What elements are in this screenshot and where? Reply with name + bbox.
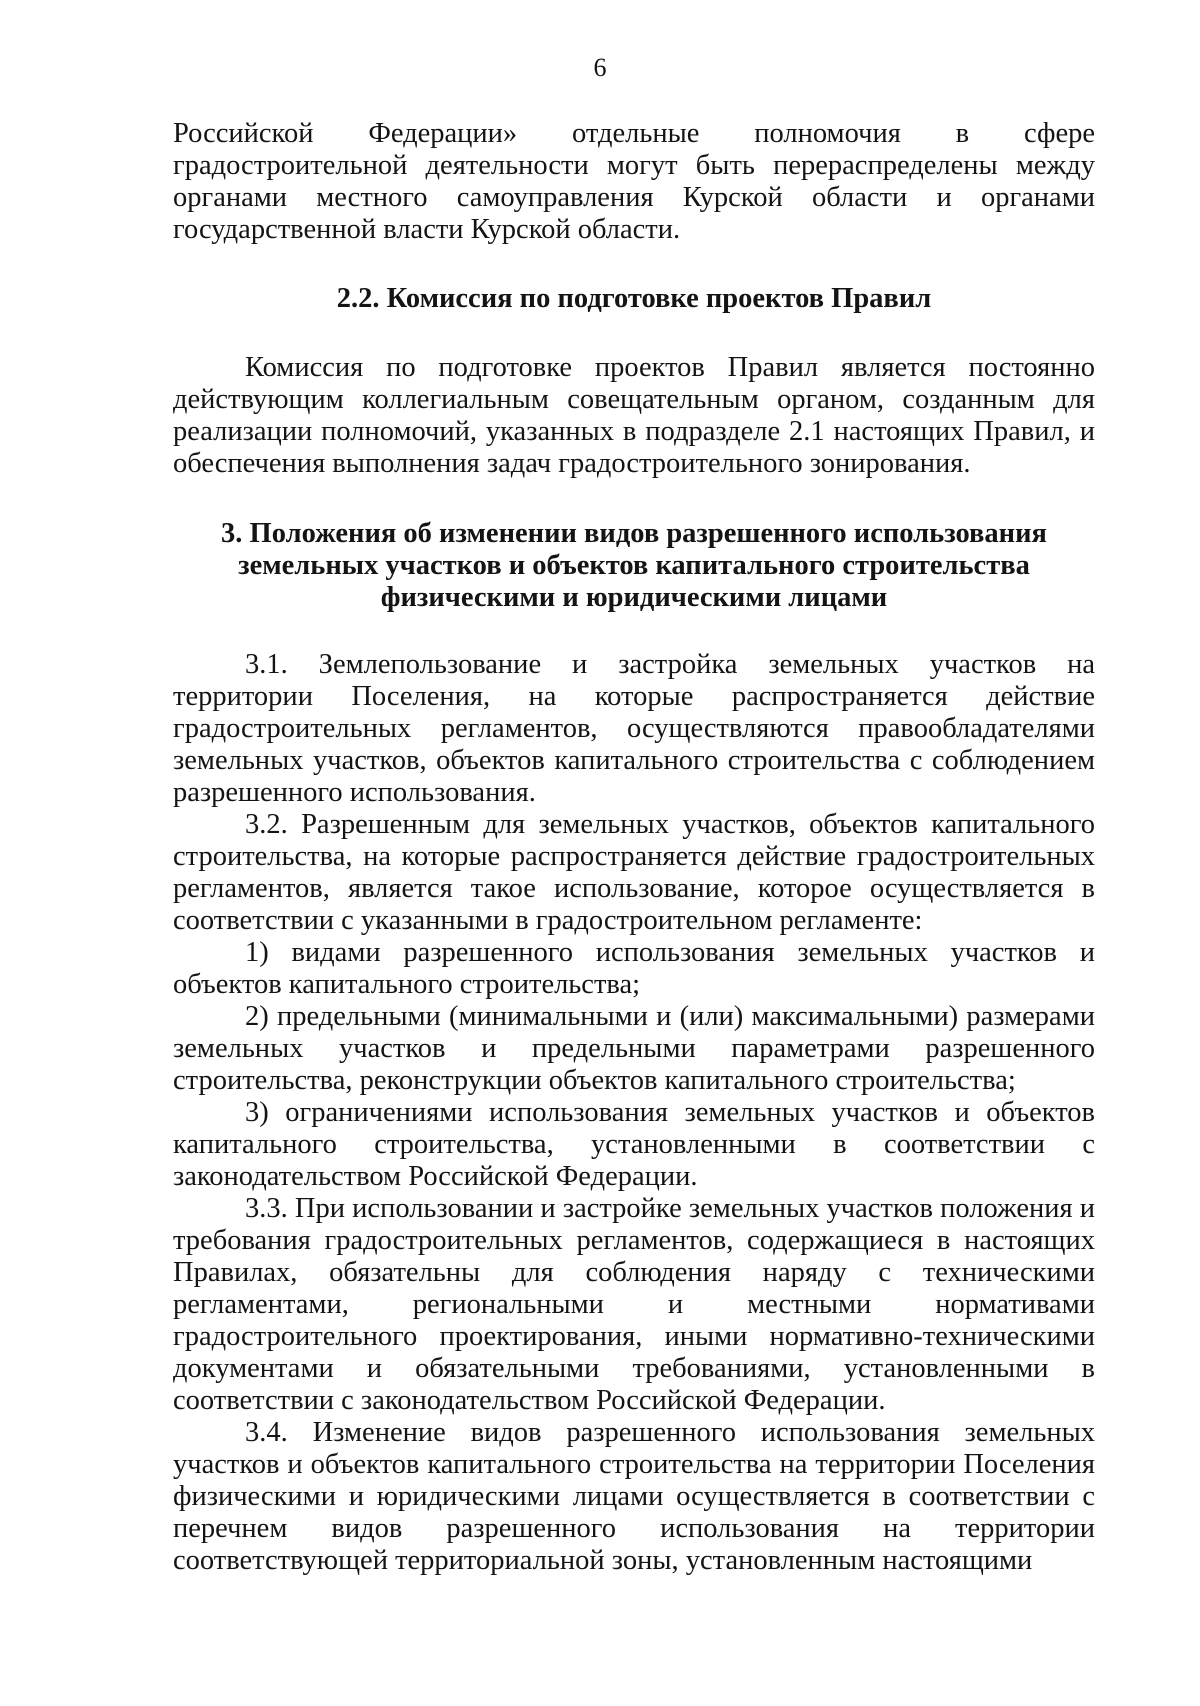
section-3-heading-line-2: земельных участков и объектов капитального строительства [238,550,1030,581]
page-body [173,118,1095,1577]
section-2-2-paragraph: Комиссия по подготовке проектов Правил является постоянно действующим коллегиальным совещательным органом, созданным для реализации полномочий, указанных в подразделе 2.1 настоящих Правил, и обеспечения выполнения задач градостроительного зонирования. [173,352,1095,479]
list-item-1: 1) видами разрешенного использования земельных участков и объектов капитального строительства; [173,937,1095,1000]
section-2-2-heading: 2.2. Комиссия по подготовке проектов Правил [336,283,932,314]
list-item-2: 2) предельными (минимальными и (или) максимальными) размерами земельных участков и предельными параметрами разрешенного строительства, реконструкции объектов капитального строительства; [173,1001,1095,1096]
list-item-3: 3) ограничениями использования земельных участков и объектов капитального строительства, установленными в соответствии с законодательством Российской Федерации. [173,1097,1095,1192]
paragraph-3-3: 3.3. При использовании и застройке земельных участков положения и требования градостроительных регламентов, содержащиеся в настоящих Правилах, обязательны для соблюдения наряду с техническими регламентами, региональными и местными нормативами градостроительного проектирования, иными нормативно-техническими документами и обязательными требованиями, установленными в соответствии с законодательством Российской Федерации. [173,1193,1095,1416]
section-3-heading-line-1: 3. Положения об изменении видов разрешенного использования [221,518,1047,549]
paragraph-3-1: 3.1. Землепользование и застройка земельных участков на территории Поселения, на которые распространяется действие градостроительных регламентов, осуществляются правообладателями земельных участков, объектов капитального строительства с соблюдением разрешенного использования. [173,649,1095,808]
page-number: 6 [593,53,607,82]
intro-paragraph: Российской Федерации» отдельные полномочия в сфере градостроительной деятельности могут быть перераспределены между органами местного самоуправления Курской области и органами государственной власти Курской области. [173,118,1095,245]
paragraph-3-2: 3.2. Разрешенным для земельных участков, объектов капитального строительства, на которые распространяется действие градостроительных регламентов, является такое использование, которое осуществляется в соответствии с указанными в градостроительном регламенте: [173,809,1095,936]
paragraph-3-4: 3.4. Изменение видов разрешенного использования земельных участков и объектов капитального строительства на территории Поселения физическими и юридическими лицами осуществляется в соответствии с перечнем видов разрешенного использования на территории соответствующей территориальной зоны, установленным настоящими [173,1417,1095,1576]
section-3-heading-line-3: физическими и юридическими лицами [380,582,888,613]
section-3-heading [173,518,1095,614]
